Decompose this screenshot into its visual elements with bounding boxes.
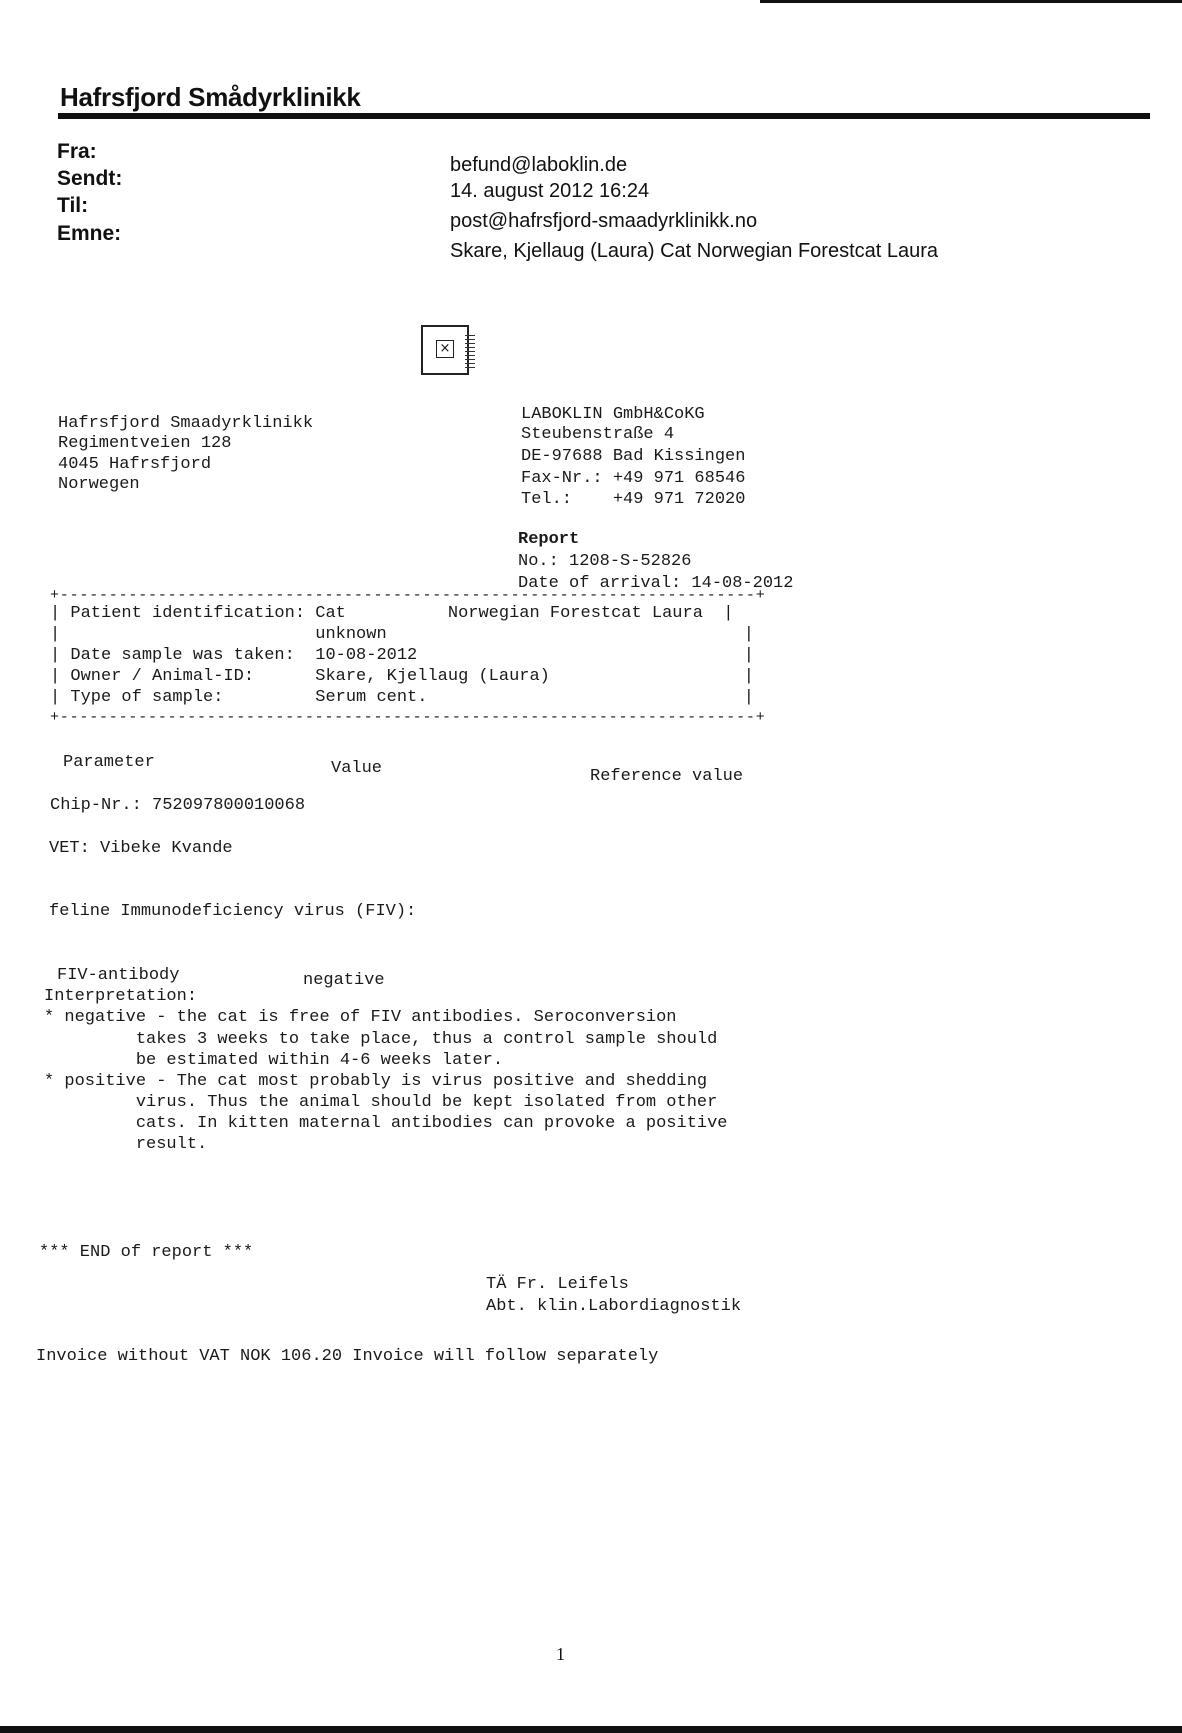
lab-line-2: Steubenstraße 4	[521, 425, 675, 444]
result-value: negative	[303, 971, 385, 990]
close-icon: ×	[436, 340, 454, 358]
end-of-report: *** END of report ***	[39, 1243, 254, 1262]
clinic-header-title: Hafrsfjord Smådyrklinikk	[60, 82, 361, 112]
vet-name: VET: Vibeke Kvande	[49, 839, 233, 858]
lab-line-4: Fax-Nr.: +49 971 68546	[521, 469, 746, 488]
invoice-note: Invoice without VAT NOK 106.20 Invoice will follow separately	[36, 1347, 659, 1366]
subject-label: Emne:	[57, 222, 122, 245]
report-arrival-date: Date of arrival: 14-08-2012	[518, 574, 794, 593]
interpretation-line-1: * negative - the cat is free of FIV antibodies. Seroconversion	[44, 1008, 677, 1027]
sent-label: Sendt:	[57, 167, 123, 190]
report-title: Report	[518, 530, 580, 549]
column-value: Value	[331, 759, 383, 778]
image-ticks	[465, 335, 475, 371]
column-reference: Reference value	[590, 767, 744, 786]
recipient-line-3: 4045 Hafrsfjord	[58, 455, 212, 474]
scan-edge-bottom	[0, 1726, 1182, 1733]
patient-row-4: | Owner / Animal-ID: Skare, Kjellaug (Laura) |	[50, 667, 754, 686]
patient-box-border-bottom: +-----------------------------------------------------------------------+	[50, 709, 766, 726]
sent-value: 14. august 2012 16:24	[450, 180, 650, 202]
signature-line-1: TÄ Fr. Leifels	[486, 1275, 629, 1294]
signature-line-2: Abt. klin.Labordiagnostik	[486, 1297, 742, 1316]
lab-line-1: LABOKLIN GmbH&CoKG	[521, 405, 705, 424]
interpretation-heading: Interpretation:	[44, 987, 198, 1006]
broken-image-icon	[421, 325, 469, 375]
from-value: befund@laboklin.de	[450, 154, 628, 176]
interpretation-line-3: be estimated within 4-6 weeks later.	[44, 1051, 504, 1070]
header-rule	[58, 113, 1150, 119]
scan-edge-top	[760, 0, 1182, 3]
recipient-line-2: Regimentveien 128	[58, 434, 232, 453]
interpretation-line-6: cats. In kitten maternal antibodies can provoke a positive	[44, 1114, 728, 1133]
report-number: No.: 1208-S-52826	[518, 552, 692, 571]
recipient-line-1: Hafrsfjord Smaadyrklinikk	[58, 414, 314, 433]
patient-box-border-top: +-----------------------------------------------------------------------+	[50, 587, 766, 604]
interpretation-line-4: * positive - The cat most probably is virus positive and shedding	[44, 1072, 708, 1091]
recipient-line-4: Norwegen	[58, 475, 140, 494]
patient-row-1: | Patient identification: Cat Norwegian Forestcat Laura |	[50, 604, 734, 623]
interpretation-line-5: virus. Thus the animal should be kept isolated from other	[44, 1093, 718, 1112]
column-parameter: Parameter	[63, 753, 155, 772]
patient-row-2: | unknown |	[50, 625, 754, 644]
subject-value: Skare, Kjellaug (Laura) Cat Norwegian Forestcat Laura	[450, 240, 939, 262]
lab-line-5: Tel.: +49 971 72020	[521, 490, 746, 509]
to-value: post@hafrsfjord-smaadyrklinikk.no	[450, 210, 758, 232]
lab-line-3: DE-97688 Bad Kissingen	[521, 447, 746, 466]
to-label: Til:	[57, 194, 89, 217]
patient-row-5: | Type of sample: Serum cent. |	[50, 688, 754, 707]
from-label: Fra:	[57, 140, 97, 163]
chip-number: Chip-Nr.: 752097800010068	[50, 796, 306, 815]
page-number: 1	[556, 1644, 565, 1664]
result-parameter: FIV-antibody	[57, 966, 180, 985]
interpretation-line-7: result.	[44, 1135, 208, 1154]
test-title: feline Immunodeficiency virus (FIV):	[49, 902, 417, 921]
interpretation-line-2: takes 3 weeks to take place, thus a control sample should	[44, 1030, 718, 1049]
patient-row-3: | Date sample was taken: 10-08-2012 |	[50, 646, 754, 665]
